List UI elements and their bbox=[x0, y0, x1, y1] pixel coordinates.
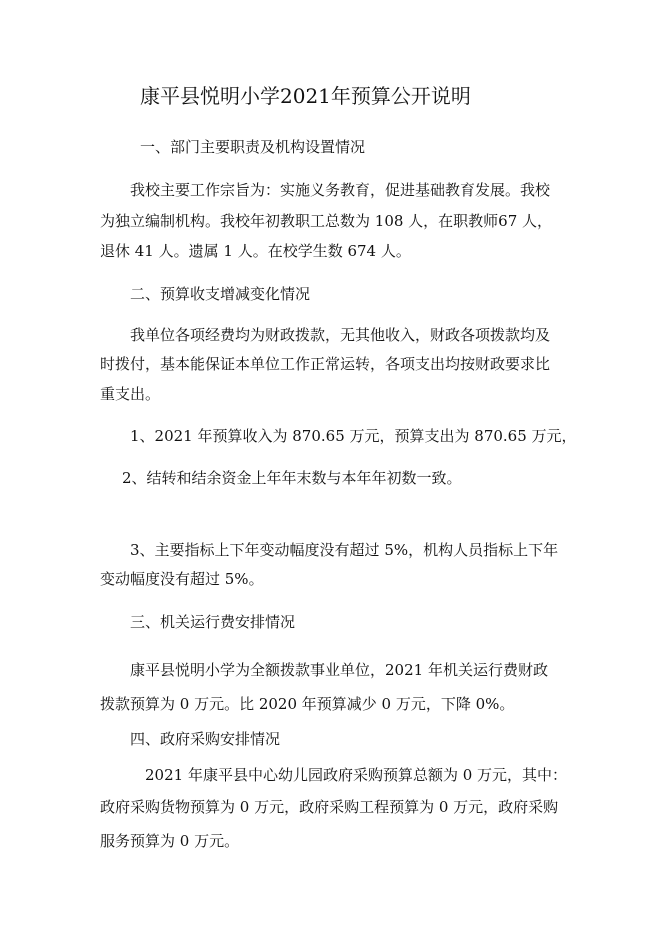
section-2-item-3-line-2: 变动幅度没有超过 5%。 bbox=[100, 570, 264, 588]
section-2-line-1: 我单位各项经费均为财政拨款，无其他收入，财政各项拨款均及 bbox=[130, 326, 551, 344]
section-4-line-2: 政府采购货物预算为 0 万元，政府采购工程预算为 0 万元，政府采购 bbox=[100, 798, 559, 816]
section-3-line-2: 拨款预算为 0 万元。比 2020 年预算减少 0 万元，下降 0%。 bbox=[100, 695, 515, 713]
section-2-item-3-line-1: 3、主要指标上下年变动幅度没有超过 5%，机构人员指标上下年 bbox=[130, 541, 559, 559]
section-2-heading: 二、预算收支增减变化情况 bbox=[130, 285, 311, 303]
section-2-item-2: 2、结转和结余资金上年年末数与本年年初数一致。 bbox=[122, 469, 462, 487]
section-1-heading: 一、部门主要职责及机构设置情况 bbox=[140, 138, 366, 156]
page-title: 康平县悦明小学2021年预算公开说明 bbox=[140, 84, 471, 108]
section-3-line-1: 康平县悦明小学为全额拨款事业单位，2021 年机关运行费财政 bbox=[130, 661, 548, 679]
section-1-line-2: 为独立编制机构。我校年初教职工总数为 108 人，在职教师67 人， bbox=[100, 212, 553, 230]
section-2-line-3: 重支出。 bbox=[100, 385, 161, 403]
section-4-line-3: 服务预算为 0 万元。 bbox=[100, 832, 240, 850]
section-4-line-1: 2021 年康平县中心幼儿园政府采购预算总额为 0 万元，其中： bbox=[145, 766, 568, 784]
section-2-item-1: 1、2021 年预算收入为 870.65 万元，预算支出为 870.65 万元， bbox=[130, 427, 577, 445]
section-2-line-2: 时拨付，基本能保证本单位工作正常运转，各项支出均按财政要求比 bbox=[100, 355, 551, 373]
section-1-line-3: 退休 41 人。遗属 1 人。在校学生数 674 人。 bbox=[100, 242, 411, 260]
section-4-heading: 四、政府采购安排情况 bbox=[130, 730, 281, 748]
section-3-heading: 三、机关运行费安排情况 bbox=[130, 613, 296, 631]
section-1-line-1: 我校主要工作宗旨为：实施义务教育，促进基础教育发展。我校 bbox=[130, 181, 551, 199]
